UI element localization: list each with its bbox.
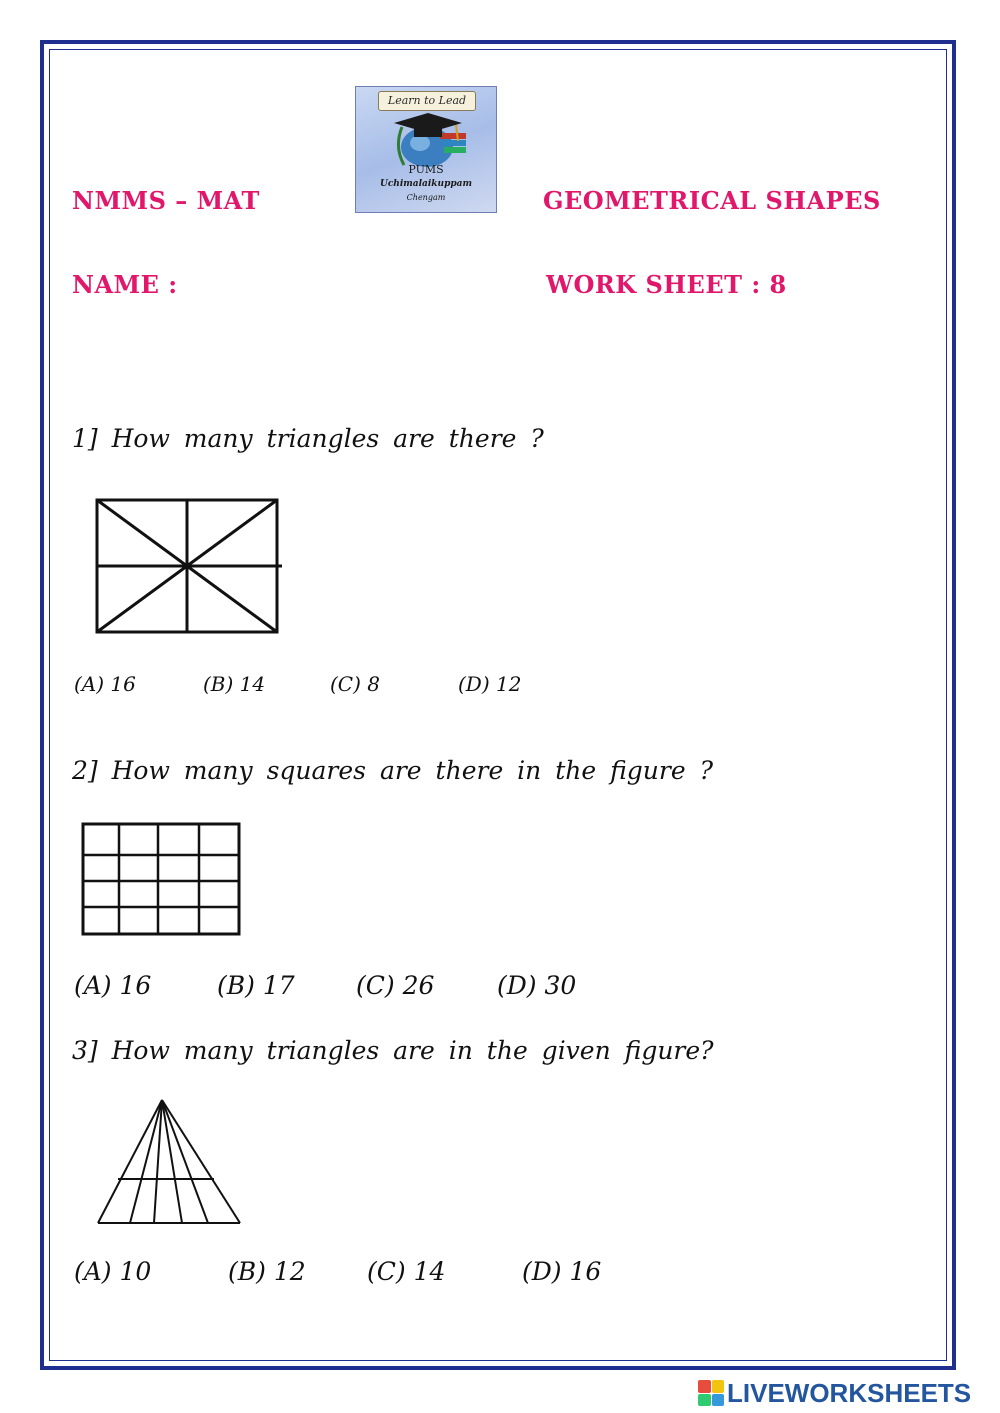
question-2-option-c: (C) 26 <box>356 971 435 1000</box>
question-1-text: 1] How many triangles are there ? <box>72 424 544 453</box>
question-3-figure <box>94 1097 246 1227</box>
question-2-option-b: (B) 17 <box>217 971 295 1000</box>
question-3-option-d: (D) 16 <box>522 1257 602 1286</box>
question-1-option-c: (C) 8 <box>330 672 380 696</box>
worksheet-number: WORK SHEET : 8 <box>546 270 787 299</box>
question-2-figure <box>81 822 243 938</box>
topic-heading: GEOMETRICAL SHAPES <box>543 186 881 215</box>
question-3-option-a: (A) 10 <box>74 1257 152 1286</box>
question-1-option-a: (A) 16 <box>74 672 136 696</box>
brand-text: LIVEWORKSHEETS <box>727 1377 972 1408</box>
subject-heading: NMMS – MAT <box>72 186 260 215</box>
logo-place: Uchimalaikuppam <box>379 179 473 189</box>
question-1-option-b: (B) 14 <box>203 672 266 696</box>
logo-school-name: PUMS <box>408 163 444 176</box>
question-2-option-d: (D) 30 <box>497 971 577 1000</box>
question-2-option-a: (A) 16 <box>74 971 152 1000</box>
question-2-text: 2] How many squares are there in the figure ? <box>72 756 713 785</box>
liveworksheets-logo-icon <box>698 1380 724 1406</box>
question-3-option-c: (C) 14 <box>367 1257 446 1286</box>
logo-banner: Learn to Lead <box>378 91 476 111</box>
school-logo <box>355 86 497 213</box>
question-3-text: 3] How many triangles are in the given figure? <box>72 1036 714 1065</box>
question-3-option-b: (B) 12 <box>228 1257 306 1286</box>
name-label: NAME : <box>72 270 178 299</box>
question-1-option-d: (D) 12 <box>458 672 522 696</box>
question-1-figure <box>94 497 284 637</box>
liveworksheets-brand <box>698 1378 971 1408</box>
logo-town: Chengam <box>406 193 446 202</box>
